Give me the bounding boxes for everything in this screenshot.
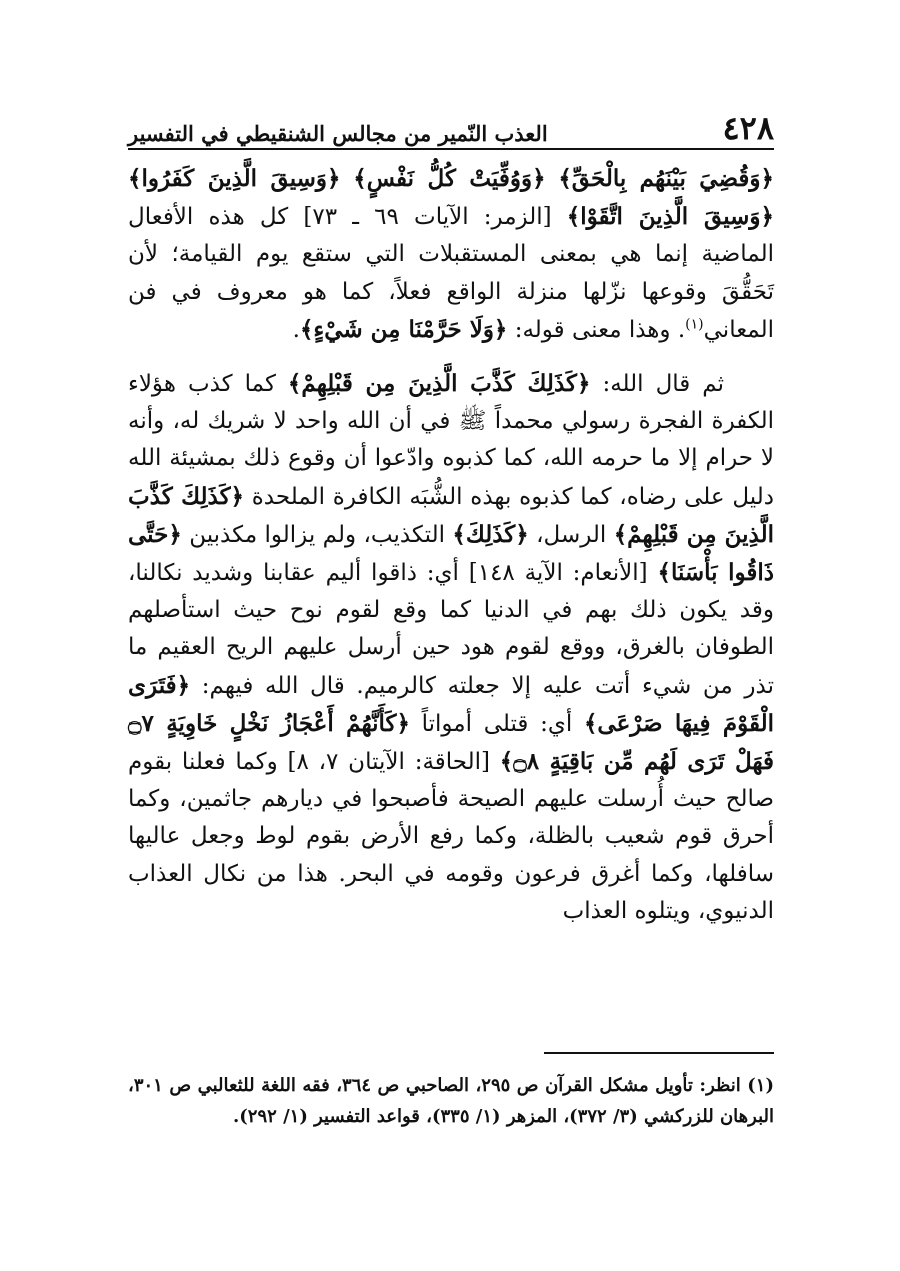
quran-quote: ﴿كَذَلِكَ كَذَّبَ الَّذِينَ مِن قَبْلِهِمْ﴾ [128,482,774,548]
text-run: . وهذا معنى قوله: [507,316,686,343]
quran-quote: ﴿كَذَلِكَ﴾ [452,520,529,548]
text-run: أي: قتلى أمواتاً [409,710,584,737]
body-text [128,160,774,930]
page-number: ٤٢٨ [722,109,774,147]
running-header [128,102,774,150]
quran-quote: ﴿وَسِيقَ الَّذِينَ اتَّقَوْا﴾ [566,203,775,231]
paragraph [128,365,774,930]
quran-quote: ﴿وَقُضِيَ بَيْنَهُم بِالْحَقِّ﴾ [558,165,775,192]
text-run: كما كذب هؤلاء الكفرة الفجرة رسولي محمداً ﷺ في أن الله واحد لا شريك له، وأنه لا حرام إلا ما حرمه الله، كما كذبوه وادّعوا أن وقوع ذلك بمشيئة الله دليل على رضاه، كما كذبوه بهذه الشُّبَه الكافرة الملحدة [128,371,774,510]
quran-quote: ﴿وَوُفِّيَتْ كُلُّ نَفْسٍ﴾ [353,165,546,192]
quran-quote: ﴿فَتَرَى الْقَوْمَ فِيهَا صَرْعَى﴾ [128,671,774,737]
paragraph [128,160,774,349]
text-run: الرسل، [528,521,614,548]
text-run [341,166,354,192]
quran-quote: ﴿وَسِيقَ الَّذِينَ كَفَرُوا﴾ [128,165,341,192]
quran-quote: ﴿حَتَّى ذَاقُوا بَأْسَنَا﴾ [128,520,774,587]
footnote-separator [544,1052,774,1054]
quran-quote: ﴿كَأَنَّهُمْ أَعْجَازُ نَخْلٍ خَاوِيَةٍ ۝٧ فَهَلْ تَرَى لَهُم مِّن بَاقِيَةٍ ۝٨﴾ [128,709,774,776]
footnote-reference: (١) [685,316,704,333]
running-title: العذب النّمير من مجالس الشنقيطي في التفسير [128,121,548,146]
quran-quote: ﴿كَذَلِكَ كَذَّبَ الَّذِينَ مِن قَبْلِهِمْ﴾ [287,370,591,398]
text-run: . [292,316,300,343]
text-run: التكذيب، ولم يزالوا مكذبين [181,521,453,548]
text-run: [الزمر: الآيات ٦٩ ـ ٧٣] كل هذه الأفعال الماضية إنما هي بمعنى المستقبلات التي ستقع يوم القيامة؛ لأن تَحَقُّقَ وقوعها نزّلها منزلة الواقع فعلاً، كما هو معروف في فن المعاني [128,204,774,343]
footnotes [128,1070,774,1132]
text-run: ثم قال الله: [590,371,724,398]
text-run: [الأنعام: الآية ١٤٨] أي: ذاقوا أليم عقابنا وشديد نكالنا، وقد يكون ذلك بهم في الدنيا كما وقع لقوم نوح حيث استأصلهم الطوفان بالغرق، ووقع لقوم هود حين أرسل عليهم الريح العقيم ما تذر من شيء أتت عليه إلا جعلته كالرميم. قال الله فيهم: [128,560,774,699]
text-run: [الحاقة: الآيتان ٧، ٨] وكما فعلنا بقوم صالح حيث أُرسلت عليهم الصيحة فأصبحوا في ديارهم جاثمين، وكما أحرق قوم شعيب بالظلة، وكما رفع الأرض بقوم لوط وجعل عاليها سافلها، وكما أغرق فرعون وقومه في البحر. هذا من نكال العذاب الدنيوي، ويتلوه العذاب [128,749,774,924]
text-run [546,166,559,192]
quran-quote: ﴿وَلَا حَرَّمْنَا مِن شَيْءٍ﴾ [299,315,508,343]
footnote-1: (١) انظر: تأويل مشكل القرآن ص ٢٩٥، الصاحبي ص ٣٦٤، فقه اللغة للثعالبي ص ٣٠١، البرهان للزركشي (٣/ ٣٧٢)، المزهر (١/ ٣٣٥)، قواعد التفسير (١/ ٢٩٢). [128,1075,774,1127]
